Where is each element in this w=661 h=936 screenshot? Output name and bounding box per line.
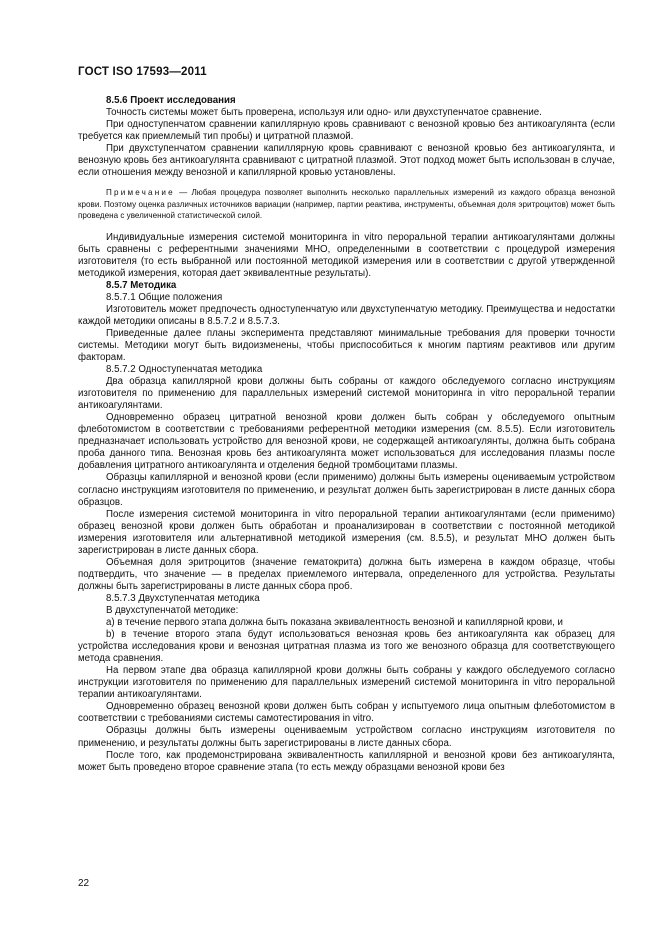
paragraph: На первом этапе два образца капиллярной крови должны быть собраны у каждого обследуемого согласно инструкции изготовителя по применению для параллельных измерений системой мониторинга in vitro пероральной терапии антикоагулянтами. [78, 665, 615, 701]
paragraph: Точность системы может быть проверена, используя или одно- или двухступенчатое сравнение. [106, 107, 542, 119]
document-body [78, 95, 615, 774]
paragraph: Объемная доля эритроцитов (значение гематокрита) должна быть измерена в каждом образце, чтобы подтвердить, что значение — в пределах приемлемого интервала, определенного для устройства. Результаты должны быть зарегистрированы в листе данных сбора проб. [78, 556, 615, 592]
subsection-title: 8.5.7.3 Двухступенчатая методика [106, 592, 260, 604]
list-item: a) в течение первого этапа должна быть показана эквивалентность венозной и капиллярной крови, и [106, 617, 563, 629]
note-label: Примечание [106, 188, 175, 198]
paragraph: После измерения системой мониторинга in vitro пероральной терапии антикоагулянтами (если применимо) образец венозной крови должен быть обработан и проанализирован в соответствии с постоянной методикой измерения изготовителя или альтернативной методикой измерения (см. 8.5.5), и результат МНО должен быть зарегистрирован в листе данных сбора. [78, 508, 615, 556]
paragraph: Два образца капиллярной крови должны быть собраны от каждого обследуемого согласно инструкциям изготовителя по применению для параллельных измерений системой мониторинга in vitro пероральной терапии антикоагулянтами. [78, 376, 615, 412]
subsection-title: 8.5.7.2 Одноступенчатая методика [106, 364, 263, 376]
standard-header: ГОСТ ISO 17593—2011 [78, 66, 207, 78]
list-item: b) в течение второго этапа будут использоваться венозная кровь без антикоагулянта как образец для устройства исследования крови и венозная цитратная плазма из того же венозного образца для соответствующего метода сравнения. [78, 629, 615, 665]
paragraph: Одновременно образец венозной крови должен быть собран у испытуемого лица опытным флеботомистом в соответствии с требованиями системы самотестирования in vitro. [78, 701, 615, 725]
paragraph: Образцы должны быть измерены оцениваемым устройством согласно инструкциям изготовителя по применению, и результаты должны быть зарегистрированы в листе данных сбора. [78, 725, 615, 749]
paragraph: Образцы капиллярной и венозной крови (если применимо) должны быть измерены оцениваемым устройством согласно инструкциям изготовителя по применению, и результат должен быть зарегистрирован в листе данных сбора образцов. [78, 472, 615, 508]
paragraph: Приведенные далее планы эксперимента представляют минимальные требования для проверки точности системы. Методики могут быть видоизменены, чтобы приспособиться к многим партиям реактивов или другим факторам. [78, 327, 615, 364]
paragraph: После того, как продемонстрирована эквивалентность капиллярной и венозной крови без антикоагулянта, может быть проведено второе сравнение этапа (то есть между образцами венозной крови без [78, 749, 615, 773]
section-heading: 8.5.7 Методика [106, 279, 177, 291]
paragraph: Индивидуальные измерения системой мониторинга in vitro пероральной терапии антикоагулянтами должны быть сравнены с референтными значениями МНО, определенными в соответствии с процедурой измерения изготовителя (то есть выбранной или постоянной методикой измерения или в соответствии с другой утвержденной методикой измерения, которая дает эквивалентные результаты). [78, 231, 615, 279]
paragraph: При одноступенчатом сравнении капиллярную кровь сравнивают с венозной кровью без антикоагулянта (если требуется как приемлемый тип пробы) и цитратной плазмой. [78, 119, 615, 143]
paragraph: Одновременно образец цитратной венозной крови должен быть собран у обследуемого опытным флеботомистом в соответствии с требованиями референтной методики измерения (см. 8.5.5). Если изготовитель предназначает использовать устройство для венозной крови, не содержащей антикоагулянты, должна быть собрана проба данного типа. Венозная кровь без антикоагулянта может использоваться для исследования плазмы после добавления цитратного антикоагулянта и отделения бедной тромбоцитами плазмы. [78, 412, 615, 472]
paragraph: При двухступенчатом сравнении капиллярную кровь сравнивают с венозной кровью без антикоагулянта, и венозную кровь без антикоагулянта сравнивают с цитратной плазмой. Этот подход может быть использован в случае, если отношения между венозной и капиллярной кровью установлены. [78, 143, 615, 179]
section-heading: 8.5.6 Проект исследования [106, 95, 236, 106]
paragraph: Изготовитель может предпочесть одноступенчатую или двухступенчатую методику. Преимущества и недостатки каждой методики описаны в 8.5.7.2 и 8.5.7.3. [78, 303, 615, 327]
note-paragraph [78, 187, 615, 221]
note-text: — Любая процедура позволяет выполнить несколько параллельных измерений из каждого образца венозной крови. Поэтому оценка различных источников вариации (например, партии реактива, инструменты, объемная доля эритроцитов) может быть проведена с увеличенной статистической силой. [78, 188, 615, 221]
paragraph: В двухступенчатой методике: [106, 605, 239, 616]
page-number: 22 [78, 878, 90, 889]
subsection-title: 8.5.7.1 Общие положения [106, 291, 223, 303]
